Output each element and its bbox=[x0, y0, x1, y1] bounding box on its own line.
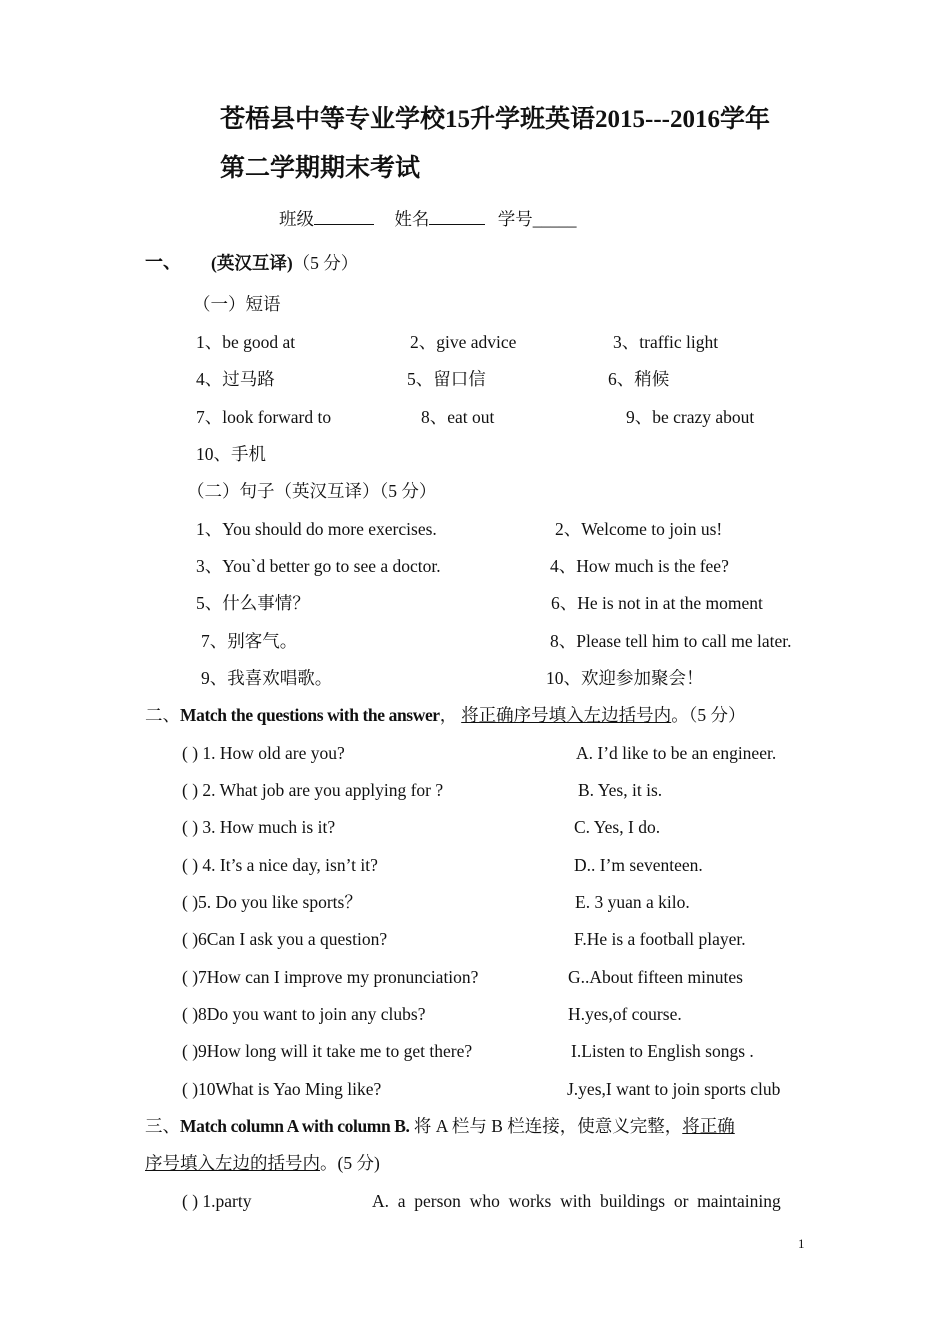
section2-number: 二、 bbox=[145, 705, 180, 725]
sentence-item: 2、Welcome to join us! bbox=[555, 519, 723, 539]
columnA-item: ( ) 1.party bbox=[182, 1191, 252, 1211]
section2-separator: ， bbox=[439, 705, 458, 725]
match-question: ( ) 2. What job are you applying for ? bbox=[182, 780, 444, 800]
phrase-item: 7、look forward to bbox=[196, 407, 332, 427]
phrase-item: 8、eat out bbox=[421, 407, 495, 427]
section1-score: （5 分） bbox=[292, 253, 359, 273]
page-number: 1 bbox=[798, 1236, 805, 1251]
section1-title: (英汉互译) bbox=[211, 253, 293, 273]
sentence-item: 3、You`d better go to see a doctor. bbox=[196, 556, 441, 576]
section3-title: Match column A with column B. bbox=[180, 1116, 410, 1136]
sentence-item: 10、欢迎参加聚会！ bbox=[546, 668, 704, 688]
match-answer: I.Listen to English songs . bbox=[571, 1041, 754, 1061]
class-blank[interactable] bbox=[314, 207, 374, 225]
number-blank[interactable]: _____ bbox=[532, 209, 577, 229]
section1-number: 一、 bbox=[145, 252, 181, 272]
columnB-item: A. a person who works with buildings or maintaining bbox=[372, 1191, 781, 1211]
sentence-item: 4、How much is the fee? bbox=[550, 556, 729, 576]
match-answer: E. 3 yuan a kilo. bbox=[575, 892, 690, 912]
class-label: 班级 bbox=[279, 209, 314, 229]
sentence-item: 1、You should do more exercises. bbox=[196, 519, 437, 539]
match-question: ( ) 1. How old are you? bbox=[182, 743, 345, 763]
sentence-item: 9、我喜欢唱歌。 bbox=[201, 668, 333, 688]
section3-heading bbox=[145, 1115, 735, 1137]
sentence-item: 7、别客气。 bbox=[201, 631, 298, 651]
match-question: ( )7How can I improve my pronunciation? bbox=[182, 967, 479, 987]
phrase-item: 1、be good at bbox=[196, 332, 296, 352]
section3-number: 三、 bbox=[145, 1116, 180, 1136]
name-label: 姓名 bbox=[394, 209, 430, 229]
match-question: ( )5. Do you like sports？ bbox=[182, 892, 362, 912]
sentence-item: 5、什么事情？ bbox=[196, 593, 310, 613]
sentence-item: 8、Please tell him to call me later. bbox=[550, 631, 792, 651]
section3-score: 。(5 分) bbox=[320, 1153, 380, 1173]
match-answer: H.yes,of course. bbox=[568, 1004, 682, 1024]
match-answer: D.. I’m seventeen. bbox=[574, 855, 703, 875]
phrase-item: 5、留口信 bbox=[407, 369, 486, 389]
exam-title-line2: 第二学期期末考试 bbox=[220, 155, 421, 182]
section2-heading bbox=[145, 704, 746, 726]
sentence-item: 6、He is not in at the moment bbox=[551, 593, 763, 613]
match-question: ( )6Can I ask you a question? bbox=[182, 929, 388, 949]
match-answer: F.He is a football player. bbox=[574, 929, 746, 949]
section3-heading-cont bbox=[145, 1152, 380, 1174]
number-label: 学号 bbox=[497, 209, 533, 229]
part2-title: （二）句子（英汉互译）（5 分） bbox=[187, 481, 437, 501]
match-question: ( ) 3. How much is it? bbox=[182, 817, 336, 837]
section2-score: 。（5 分） bbox=[671, 705, 746, 725]
exam-title-line1: 苍梧县中等专业学校15升学班英语2015---2016学年 bbox=[220, 106, 770, 133]
phrase-item: 4、过马路 bbox=[196, 369, 275, 389]
section2-title: Match the questions with the answer bbox=[180, 705, 440, 725]
part1-title: （一）短语 bbox=[193, 294, 281, 314]
section1-heading bbox=[211, 252, 358, 274]
match-question: ( )8Do you want to join any clubs? bbox=[182, 1004, 426, 1024]
phrase-item: 2、give advice bbox=[410, 332, 517, 352]
section3-instruction-underlined: 将正确 bbox=[682, 1116, 735, 1136]
phrase-item: 6、稍候 bbox=[608, 369, 670, 389]
match-question: ( )10What is Yao Ming like? bbox=[182, 1079, 382, 1099]
match-question: ( )9How long will it take me to get there? bbox=[182, 1041, 473, 1061]
match-question: ( ) 4. It’s a nice day, isn’t it? bbox=[182, 855, 378, 875]
phrase-item: 9、be crazy about bbox=[626, 407, 755, 427]
match-answer: B. Yes, it is. bbox=[578, 780, 663, 800]
phrase-item: 10、手机 bbox=[196, 444, 266, 464]
name-blank[interactable] bbox=[429, 207, 485, 225]
match-answer: A. I’d like to be an engineer. bbox=[576, 743, 777, 763]
section3-instruction-underlined-2: 序号填入左边的括号内 bbox=[145, 1153, 320, 1173]
match-answer: J.yes,I want to join sports club bbox=[567, 1079, 781, 1099]
section2-instruction: 将正确序号填入左边括号内 bbox=[461, 705, 672, 725]
phrase-item: 3、traffic light bbox=[613, 332, 719, 352]
student-info-line bbox=[279, 207, 577, 230]
match-answer: G..About fifteen minutes bbox=[568, 967, 743, 987]
match-answer: C. Yes, I do. bbox=[574, 817, 661, 837]
section3-instruction: 将 A 栏与 B 栏连接，使意义完整， bbox=[409, 1116, 683, 1136]
